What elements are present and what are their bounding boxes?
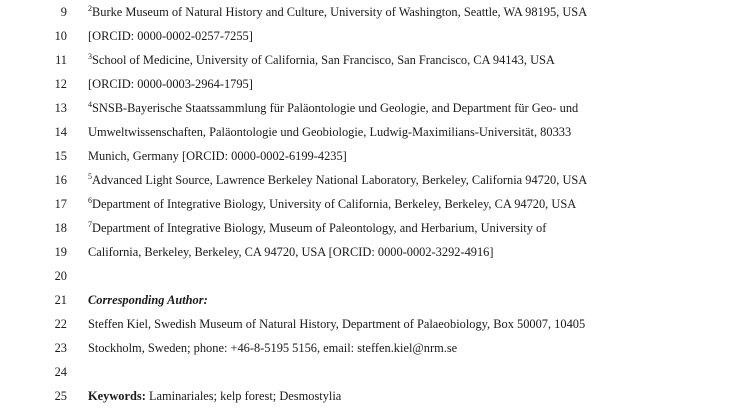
line-number: 10 bbox=[54, 29, 67, 43]
line-number: 16 bbox=[54, 173, 67, 187]
line-12 bbox=[0, 72, 746, 96]
line-number: 14 bbox=[54, 125, 67, 139]
line-number: 21 bbox=[54, 293, 67, 307]
affiliation-marker: 2 bbox=[88, 4, 92, 13]
line-text: $^3$School of Medicine, University of California, San Francisco, San Francisco, CA 94143, USA bbox=[88, 52, 555, 67]
corresponding-author-heading: Corresponding Author: bbox=[88, 293, 208, 307]
line-text: $^2$Burke Museum of Natural History and Culture, University of Washington, Seattle, WA 98195, USA bbox=[88, 4, 588, 19]
line-10 bbox=[0, 24, 746, 48]
line-11 bbox=[0, 48, 746, 72]
line-15 bbox=[0, 144, 746, 168]
line-21 bbox=[0, 288, 746, 312]
line-18 bbox=[0, 216, 746, 240]
affiliation-marker: 7 bbox=[88, 220, 92, 229]
line-number: 23 bbox=[54, 341, 67, 355]
line-text: $^4$SNSB-Bayerische Staatssammlung für Paläontologie und Geologie, and Department für Geo- und bbox=[88, 100, 579, 115]
line-number: 11 bbox=[55, 53, 67, 67]
line-23 bbox=[0, 336, 746, 360]
line-number: 12 bbox=[54, 77, 67, 91]
line-number: 22 bbox=[54, 317, 67, 331]
line-number: 15 bbox=[54, 149, 67, 163]
affiliation-marker: 5 bbox=[88, 172, 92, 181]
line-number: 25 bbox=[54, 389, 67, 403]
line-text: Umweltwissenschaften, Paläontologie und Geobiologie, Ludwig-Maximilians-Universität, 80333 bbox=[88, 125, 572, 139]
line-number: 20 bbox=[54, 269, 67, 283]
line-text: $^5$Advanced Light Source, Lawrence Berkeley National Laboratory, Berkeley, California 94720, USA bbox=[88, 172, 588, 187]
line-text: $^6$Department of Integrative Biology, University of California, Berkeley, Berkeley, CA 94720, USA bbox=[88, 196, 577, 211]
line-text: Munich, Germany [ORCID: 0000-0002-6199-4235] bbox=[88, 149, 347, 163]
line-number: 17 bbox=[54, 197, 67, 211]
line-17 bbox=[0, 192, 746, 216]
line-20 bbox=[0, 264, 746, 288]
line-22 bbox=[0, 312, 746, 336]
line-13 bbox=[0, 96, 746, 120]
line-text: Stockholm, Sweden; phone: +46-8-5195 5156, email: steffen.kiel@nrm.se bbox=[88, 341, 458, 355]
line-text: $^7$Department of Integrative Biology, Museum of Paleontology, and Herbarium, University of bbox=[88, 220, 547, 235]
line-number: 19 bbox=[54, 245, 67, 259]
line-19 bbox=[0, 240, 746, 264]
line-text: Steffen Kiel, Swedish Museum of Natural History, Department of Palaeobiology, Box 50007, 10405 bbox=[88, 317, 586, 331]
keywords-text: Laminariales; kelp forest; Desmostylia bbox=[148, 389, 342, 403]
affiliation-marker: 6 bbox=[88, 196, 92, 205]
line-16 bbox=[0, 168, 746, 192]
line-number: 13 bbox=[54, 101, 67, 115]
line-number: 18 bbox=[54, 221, 67, 235]
keywords-line bbox=[88, 384, 341, 408]
affiliation-marker: 4 bbox=[88, 100, 92, 109]
line-number: 24 bbox=[54, 365, 67, 379]
line-9 bbox=[0, 0, 746, 24]
line-24 bbox=[0, 360, 746, 384]
line-number: 9 bbox=[60, 5, 67, 19]
line-text: California, Berkeley, Berkeley, CA 94720, USA [ORCID: 0000-0002-3292-4916] bbox=[88, 245, 494, 259]
line-25 bbox=[0, 384, 746, 408]
keywords-label: Keywords: bbox=[88, 389, 146, 403]
line-text: [ORCID: 0000-0002-0257-7255] bbox=[88, 29, 253, 43]
line-14 bbox=[0, 120, 746, 144]
line-text: [ORCID: 0000-0003-2964-1795] bbox=[88, 77, 253, 91]
affiliation-marker: 3 bbox=[88, 52, 92, 61]
